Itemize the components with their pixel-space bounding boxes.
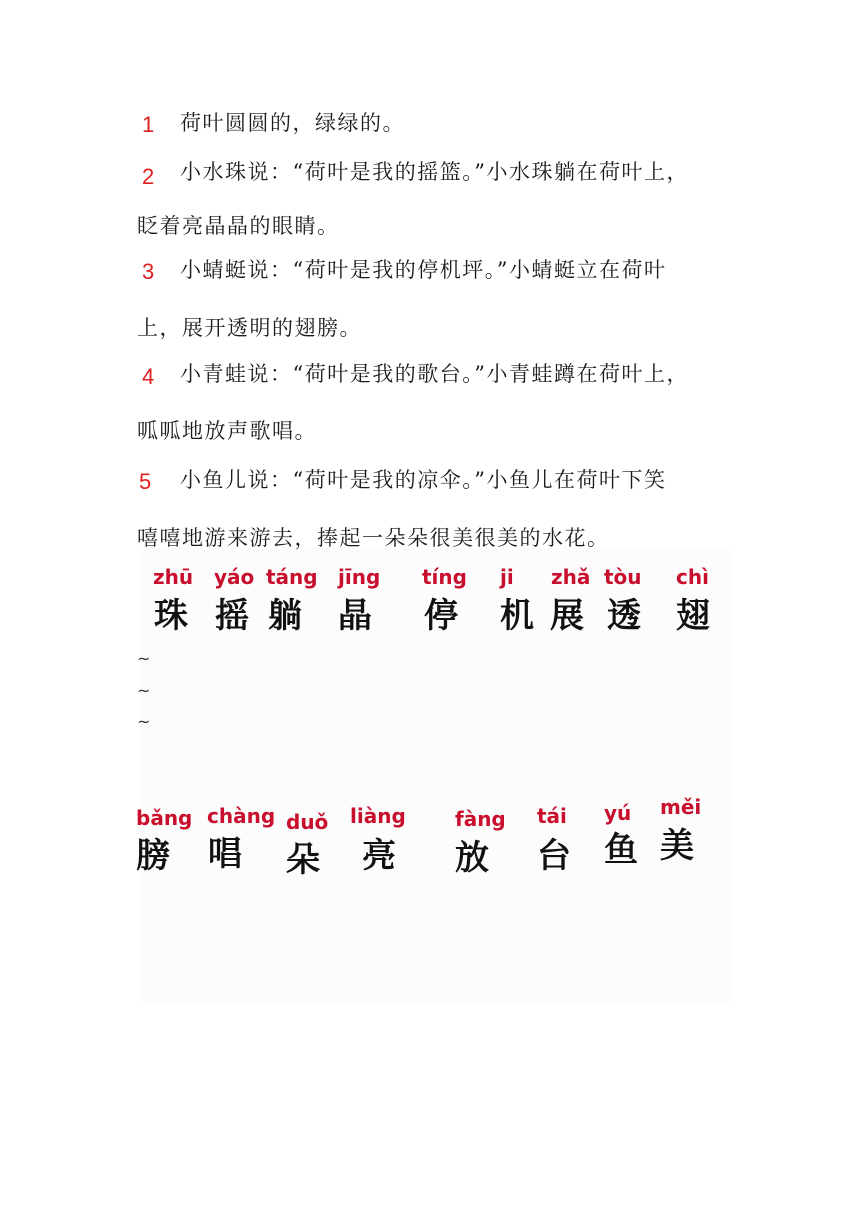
vocab-character: 翅 [676, 596, 710, 636]
tilde-mark: ~ [137, 712, 151, 731]
pinyin-label: měi [660, 795, 702, 819]
pinyin-label: táng [266, 565, 318, 589]
vocab-character: 晶 [338, 596, 372, 636]
pinyin-label: duǒ [286, 810, 329, 834]
paragraph-line: 小青蛙说：“荷叶是我的歌台。”小青蛙蹲在荷叶上， [180, 362, 689, 386]
paragraph-number: 2 [142, 164, 155, 189]
vocab-character: 珠 [154, 596, 188, 636]
vocab-character: 鱼 [604, 830, 638, 870]
pinyin-label: tái [537, 804, 567, 828]
pinyin-label: fàng [455, 807, 506, 831]
paragraph-number: 5 [139, 469, 152, 494]
pinyin-label: tíng [422, 565, 467, 589]
vocab-character: 膀 [136, 836, 170, 876]
vocab-character: 躺 [268, 596, 302, 636]
pinyin-label: ji [500, 565, 514, 589]
pinyin-label: tòu [604, 565, 642, 589]
vocab-character: 朵 [286, 840, 320, 880]
pinyin-label: bǎng [136, 806, 193, 830]
pinyin-label: liàng [350, 804, 406, 828]
pinyin-label: zhū [153, 565, 194, 589]
pinyin-label: zhǎ [551, 565, 591, 589]
vocab-character: 台 [537, 836, 571, 876]
paragraph-line: 嘻嘻地游来游去，捧起一朵朵很美很美的水花。 [137, 526, 610, 550]
pinyin-label: chì [676, 565, 709, 589]
pinyin-label: yáo [214, 565, 255, 589]
vocab-character: 美 [660, 826, 694, 866]
paragraph-number: 4 [142, 364, 155, 389]
paragraph-line: 小水珠说：“荷叶是我的摇篮。”小水珠躺在荷叶上， [180, 160, 689, 184]
vocab-character: 放 [455, 838, 489, 878]
vocab-character: 透 [607, 596, 641, 636]
vocab-character: 机 [500, 596, 534, 636]
vocab-character: 摇 [215, 596, 249, 636]
vocab-character: 唱 [208, 834, 242, 874]
paragraph-line: 小鱼儿说：“荷叶是我的凉伞。”小鱼儿在荷叶下笑 [180, 468, 667, 492]
pinyin-label: yú [604, 801, 632, 825]
vocab-character: 亮 [362, 836, 396, 876]
vocab-character: 展 [550, 596, 584, 636]
vocab-character: 停 [424, 596, 458, 636]
paragraph-line: 上，展开透明的翅膀。 [137, 316, 362, 340]
paragraph-number: 1 [142, 112, 155, 137]
paragraph-line: 呱呱地放声歌唱。 [137, 419, 317, 443]
paragraph-line: 小蜻蜓说：“荷叶是我的停机坪。”小蜻蜓立在荷叶 [180, 258, 667, 282]
paragraph-number: 3 [142, 259, 155, 284]
pinyin-label: chàng [207, 804, 276, 828]
pinyin-label: jīng [338, 565, 381, 589]
tilde-mark: ~ [137, 681, 151, 700]
paragraph-line: 荷叶圆圆的，绿绿的。 [180, 111, 405, 135]
tilde-mark: ~ [137, 649, 151, 668]
paragraph-line: 眨着亮晶晶的眼睛。 [137, 214, 340, 238]
